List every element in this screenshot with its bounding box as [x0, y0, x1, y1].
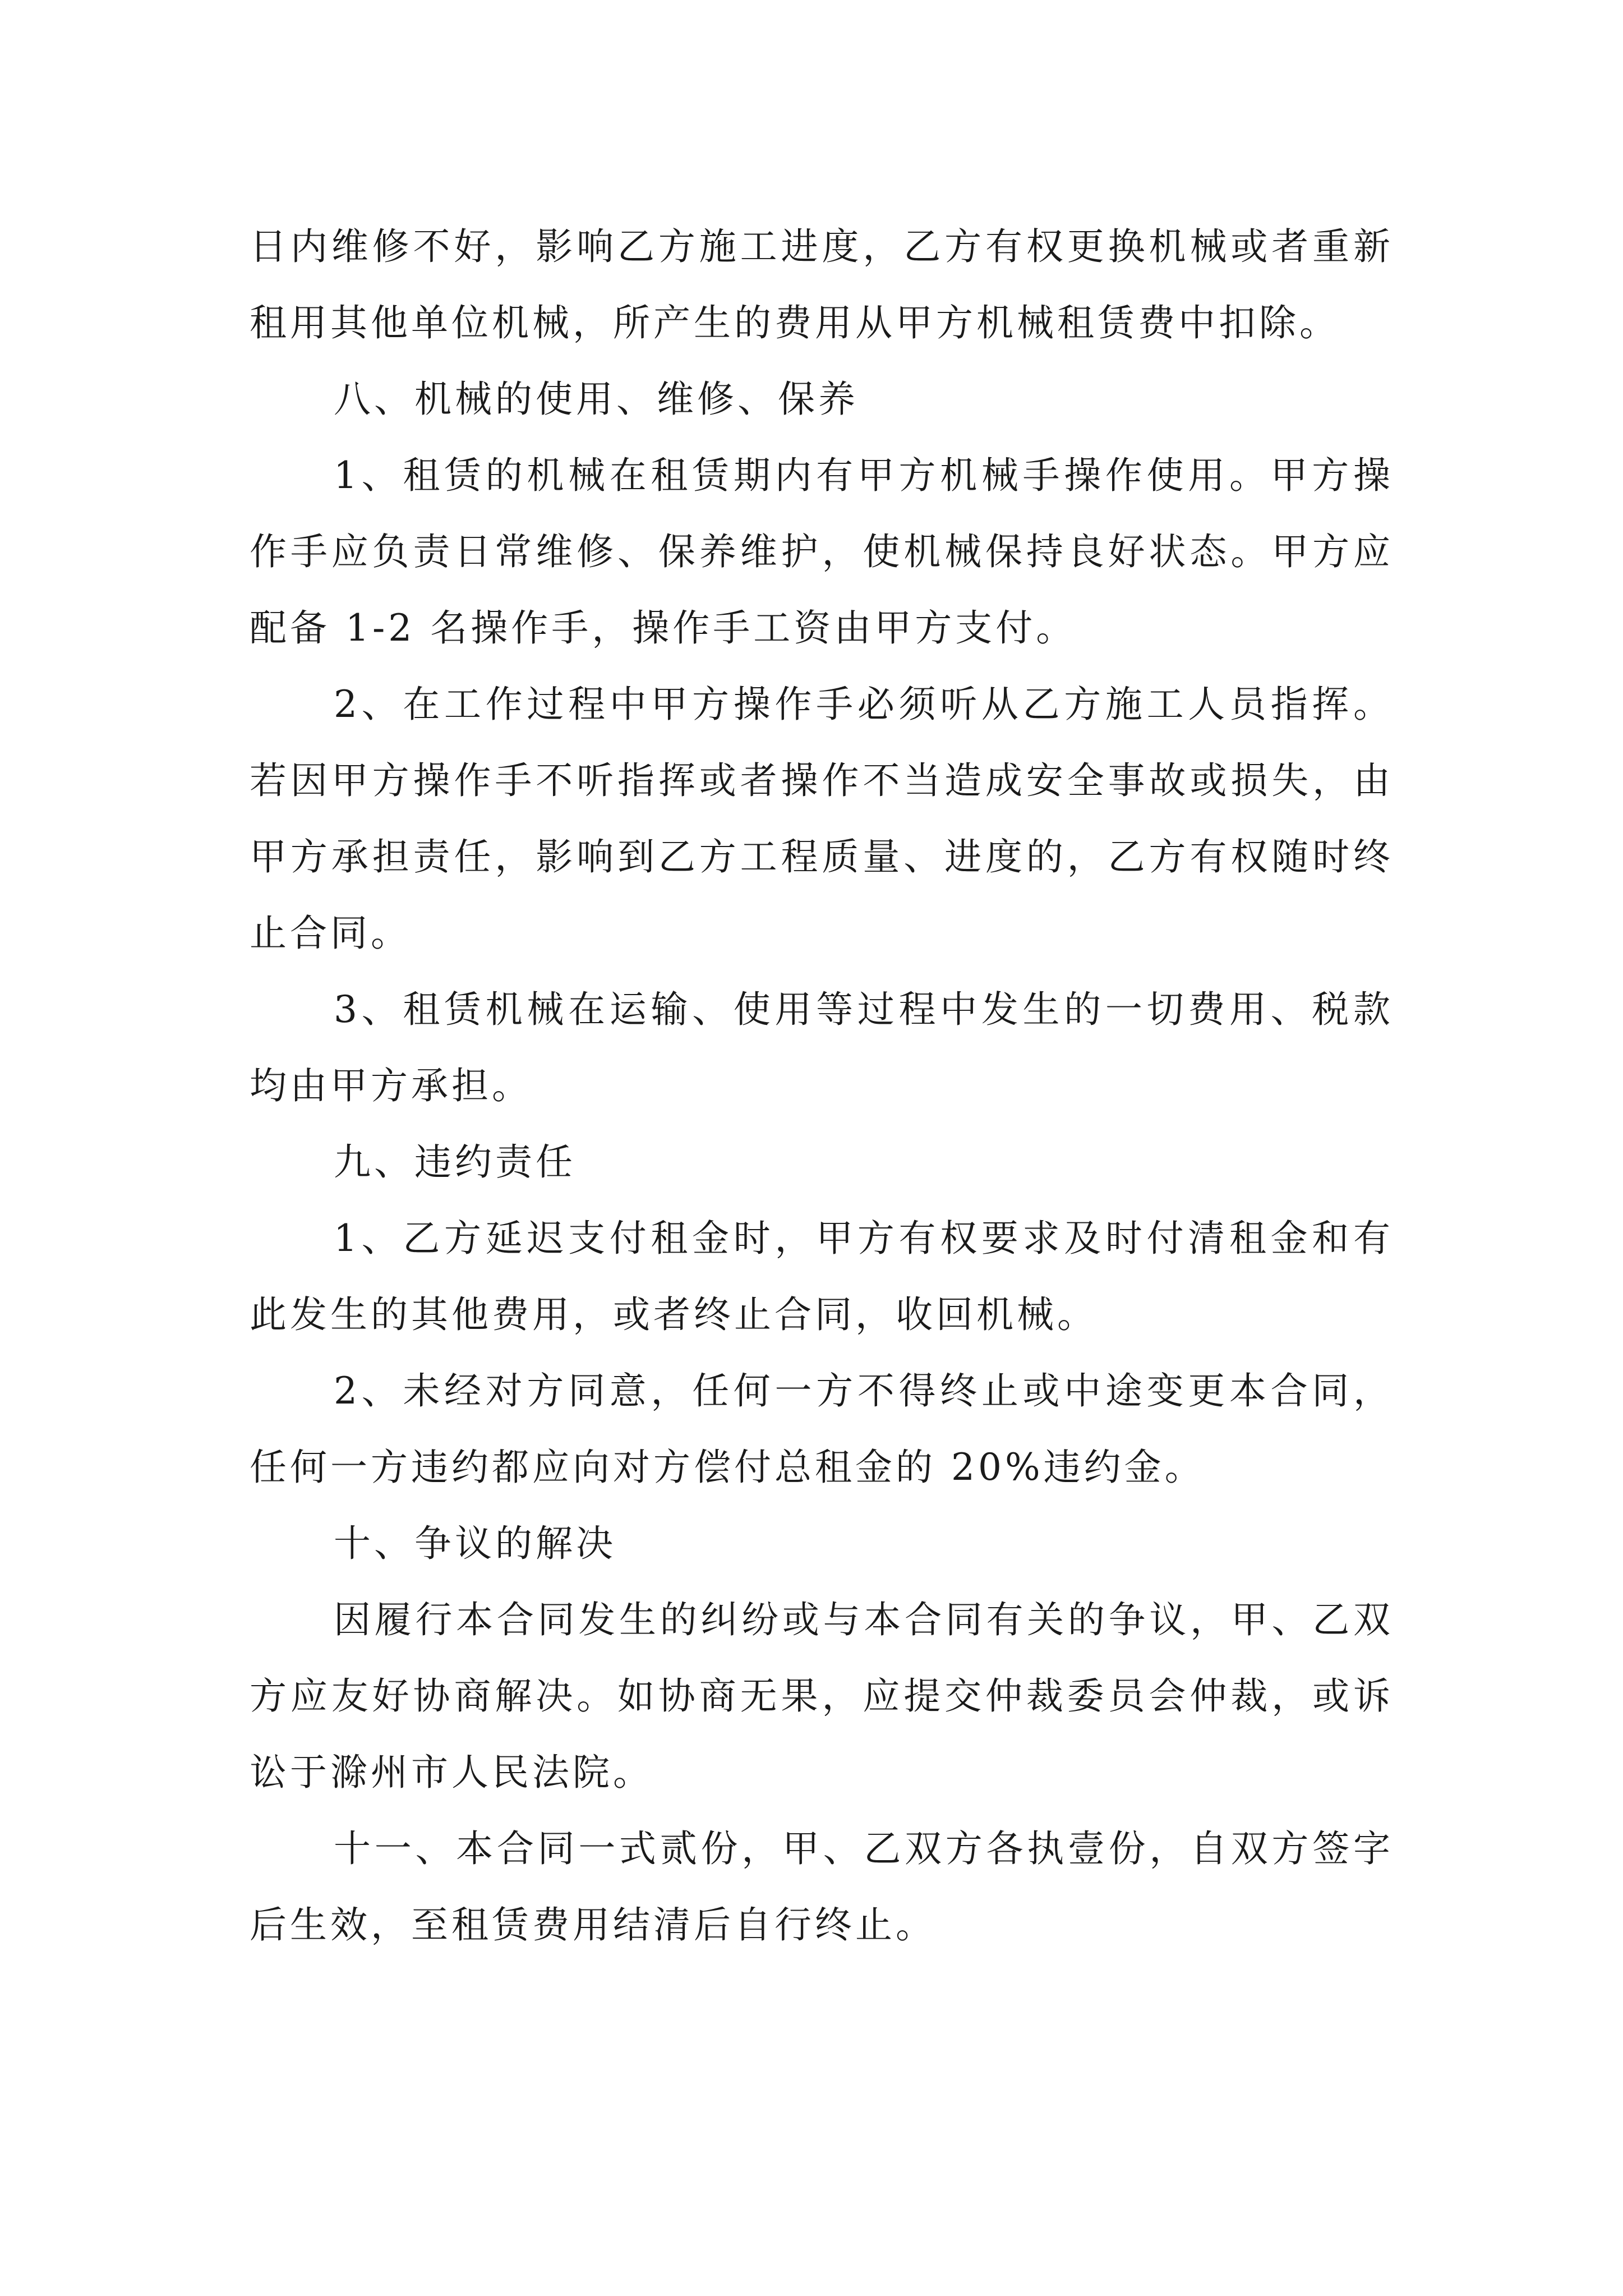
document-body [250, 209, 1394, 1963]
paragraph-8-1: 1、租赁的机械在租赁期内有甲方机械手操作使用。甲方操作手应负责日常维修、保养维护，使机械保持良好状态。甲方应配备 1-2 名操作手，操作手工资由甲方支付。 [250, 454, 1394, 650]
paragraph-9-1: 1、乙方延迟支付租金时，甲方有权要求及时付清租金和有此发生的其他费用，或者终止合同，收回机械。 [250, 1217, 1394, 1336]
heading-section-8: 八、机械的使用、维修、保养 [334, 378, 859, 421]
heading-section-10: 十、争议的解决 [334, 1522, 616, 1565]
paragraph-10: 因履行本合同发生的纠纷或与本合同有关的争议，甲、乙双方应友好协商解决。如协商无果，应提交仲裁委员会仲裁，或诉讼于滁州市人民法院。 [250, 1598, 1394, 1794]
paragraph-section-11: 十一、本合同一式贰份，甲、乙双方各执壹份，自双方签字后生效，至租赁费用结清后自行终止。 [250, 1827, 1394, 1947]
paragraph-8-2: 2、在工作过程中甲方操作手必须听从乙方施工人员指挥。若因甲方操作手不听指挥或者操作不当造成安全事故或损失，由甲方承担责任，影响到乙方工程质量、进度的，乙方有权随时终止合同。 [250, 683, 1394, 955]
paragraph-continued-clause: 日内维修不好，影响乙方施工进度，乙方有权更换机械或者重新租用其他单位机械，所产生的费用从甲方机械租赁费中扣除。 [250, 225, 1394, 344]
paragraph-8-3: 3、租赁机械在运输、使用等过程中发生的一切费用、税款均由甲方承担。 [250, 988, 1394, 1107]
paragraph-9-2: 2、未经对方同意，任何一方不得终止或中途变更本合同，任何一方违约都应向对方偿付总租金的 20%违约金。 [250, 1369, 1394, 1489]
heading-section-9: 九、违约责任 [334, 1140, 576, 1184]
